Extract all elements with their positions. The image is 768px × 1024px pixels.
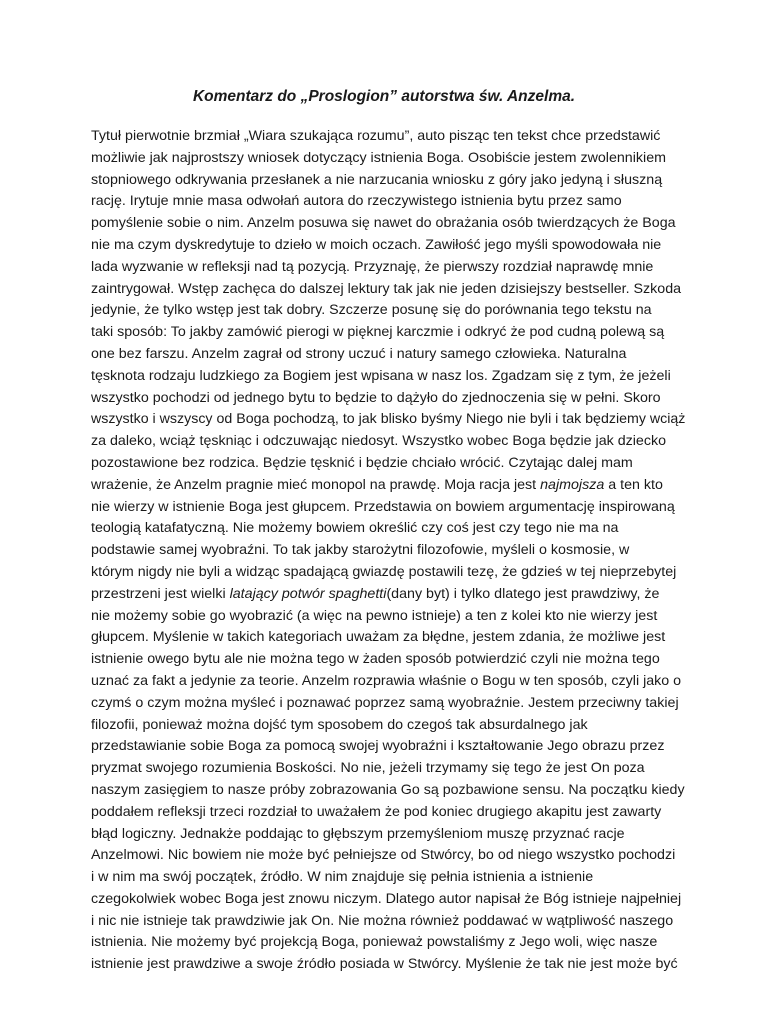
text-line: rację. Irytuje mnie masa odwołań autora do rzeczywistego istnienia bytu przez samo: [91, 193, 622, 210]
text-line: jedynie, że tylko wstęp jest tak dobry. Szczerze posunę się do porównania tego tekstu na: [91, 302, 652, 319]
text-line: pomyślenie sobie o nim. Anzelm posuwa się nawet do obrażania osób twierdzących że Boga: [91, 215, 676, 232]
text-line: teologią katafatyczną. Nie możemy bowiem określić czy coś jest czy tego nie ma na: [91, 520, 619, 537]
text-line: czymś o czym można myśleć i poznawać poprzez samą wyobraźnie. Jestem przeciwny takiej: [91, 694, 679, 711]
text-line: Tytuł pierwotnie brzmiał „Wiara szukająca rozumu”, auto pisząc ten tekst chce przedstawić: [91, 128, 661, 144]
text-line: pozostawione bez rodzica. Będzie tęsknić i będzie chciało wrócić. Czytając dalej mam: [91, 454, 633, 471]
text-line: i nic nie istnieje tak prawdziwie jak On. Nie można również poddawać w wątpliwość naszego: [91, 912, 674, 929]
text-segment: (dany byt) i tylko dlatego jest prawdziwy, że: [386, 585, 660, 602]
text-line-mixed: [91, 475, 691, 497]
text-line: stopniowego odkrywania przesłanek a nie narzucania wniosku z góry jako jedyną i słuszną: [91, 171, 663, 188]
text-line: podstawie samej wyobraźni. To tak jakby starożytni filozofowie, myśleli o kosmosie, w: [91, 542, 630, 559]
text-line: nie wierzy w istnienie Boga jest głupcem. Przedstawia on bowiem argumentację inspirowaną: [91, 498, 675, 515]
text-segment: wrażenie, że Anzelm pragnie mieć monopol na prawdę. Moja racja jest: [91, 476, 541, 493]
text-line: naszym zasięgiem to nasze próby zobrazowania Go są pozbawione sensu. Na początku kiedy: [91, 781, 685, 798]
text-line: nie ma czym dyskredytuje to dzieło w moich oczach. Zawiłość jego myśli spowodowała nie: [91, 236, 662, 253]
italic-phrase: latający potwór spaghetti: [229, 585, 387, 602]
text-line: zaintrygował. Wstęp zachęca do dalszej lektury tak jak nie jeden dzisiejszy bestseller. Szkoda: [91, 280, 682, 297]
italic-phrase: najmojsza: [540, 476, 605, 493]
text-line: przedstawianie sobie Boga za pomocą swojej wyobraźni i kształtowanie Jego obrazu przez: [91, 738, 665, 755]
document-body: [91, 126, 691, 976]
text-line: istnienie jest prawdziwe a swoje źródło posiada w Stwórcy. Myślenie że tak nie jest może być: [91, 956, 678, 973]
text-line: czegokolwiek wobec Boga jest znowu niczym. Dlatego autor napisał że Bóg istnieje najpełniej: [91, 890, 682, 907]
text-segment: przestrzeni jest wielki: [91, 585, 230, 602]
text-line-mixed: [91, 584, 691, 606]
text-line: możliwie jak najprostszy wniosek dotyczący istnienia Boga. Osobiście jestem zwolennikiem: [91, 149, 666, 166]
text-line: którym nigdy nie byli a widząc spadającą gwiazdę postawili tezę, że gdzieś w tej nieprzebytej: [91, 563, 677, 580]
text-line: pryzmat swojego rozumienia Boskości. No nie, jeżeli trzymamy się tego że jest On poza: [91, 760, 645, 777]
text-line: tęsknota rodzaju ludzkiego za Bogiem jest wpisana w nasz los. Zgadzam się z tym, że jeżeli: [91, 367, 671, 384]
text-line: istnienia. Nie możemy być projekcją Boga, ponieważ powstaliśmy z Jego woli, więc nasze: [91, 934, 658, 951]
text-line: wszystko i wszyscy od Boga pochodzą, to jak blisko byśmy Niego nie byli i tak będziemy wciąż: [91, 411, 686, 428]
text-line: one bez farszu. Anzelm zagrał od strony uczuć i natury samego człowieka. Naturalna: [91, 345, 627, 362]
text-line: za daleko, wciąż tęskniąc i odczuwając niedosyt. Wszystko wobec Boga będzie jak dziecko: [91, 433, 667, 450]
document-title: Komentarz do „Proslogion” autorstwa św. Anzelma.: [192, 88, 576, 105]
text-line: błąd logiczny. Jednakże poddając to głębszym przemyśleniom muszę przyznać racje: [91, 825, 625, 842]
text-line: poddałem refleksji trzeci rozdział to uważałem że pod koniec drugiego akapitu jest zawarty: [91, 803, 662, 820]
text-line: Anzelmowi. Nic bowiem nie może być pełniejsze od Stwórcy, bo od niego wszystko pochodzi: [91, 847, 676, 864]
text-line: taki sposób: To jakby zamówić pierogi w pięknej karczmie i odkryć że pod cudną polewą są: [91, 324, 665, 341]
text-line: i w nim ma swój początek, źródło. W nim znajduje się pełnia istnienia a istnienie: [91, 869, 594, 886]
text-line: wszystko pochodzi od jednego bytu to będzie to dążyło do zjednoczenia się w pełni. Skoro: [91, 389, 661, 406]
text-line: głupcem. Myślenie w takich kategoriach uważam za błędne, jestem zdania, że możliwe jest: [91, 629, 666, 646]
text-line: lada wyzwanie w refleksji nad tą pozycją. Przyznaję, że pierwszy rozdział naprawdę mnie: [91, 258, 654, 275]
text-line: nie możemy sobie go wyobrazić (a więc na pewno istnieje) a ten z kolei kto nie wierzy jest: [91, 607, 658, 624]
text-segment: a ten kto: [604, 476, 663, 493]
text-line: uznać za fakt a jedynie za teorie. Anzelm rozprawia właśnie o Bogu w ten sposób, czyli jako o: [91, 672, 682, 689]
text-line: istnienie owego bytu ale nie można tego w żaden sposób potwierdzić czyli nie można tego: [91, 651, 660, 668]
text-line: filozofii, ponieważ można dojść tym sposobem do czegoś tak absurdalnego jak: [91, 716, 588, 733]
